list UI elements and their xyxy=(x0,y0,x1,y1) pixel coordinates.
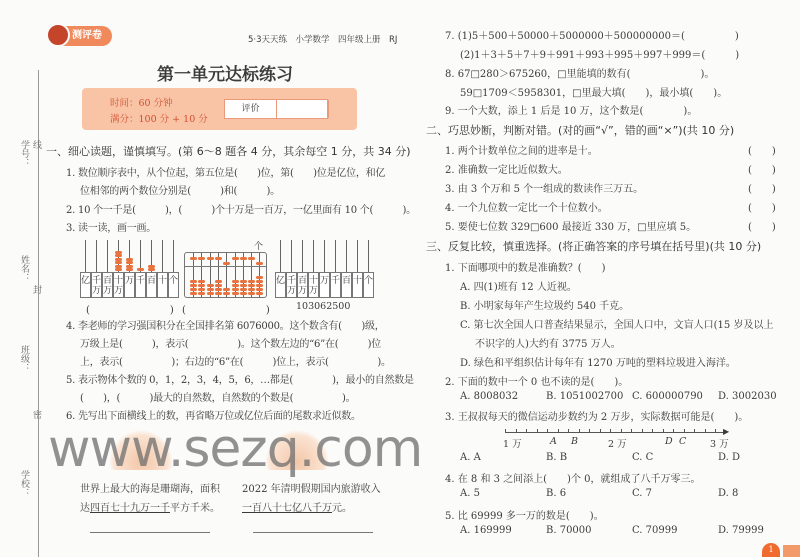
place-value-cell xyxy=(135,272,146,298)
time-label: 时间：60 分钟 xyxy=(110,98,173,109)
number-line xyxy=(503,427,730,450)
place-value-cell xyxy=(124,272,135,298)
bead xyxy=(248,280,255,283)
number-line-tick xyxy=(631,429,632,433)
place-value-label: 百万 xyxy=(103,276,113,296)
bead xyxy=(223,262,230,265)
question-1-cont: 位相邻的两个数位分别是( )和( )。 xyxy=(80,186,280,197)
bead xyxy=(256,280,263,283)
passage-2-line2 xyxy=(242,499,352,514)
bead xyxy=(215,292,222,295)
abacus-rod xyxy=(302,240,303,272)
question-8-cont: 59□1709＜5958301，□里最大填( )，最小填( )。 xyxy=(460,88,728,99)
option-d: D. D xyxy=(718,452,741,463)
abacus-rod xyxy=(173,240,174,272)
option-b: B. 6 xyxy=(546,488,567,499)
place-value-label: 十万 xyxy=(114,276,124,296)
abacus-rod xyxy=(107,240,108,272)
evaluation-field[interactable] xyxy=(277,100,329,118)
judge-item: 2. 准确数一定比近似数大。 xyxy=(445,165,568,176)
evaluation-box xyxy=(224,99,328,119)
abacus-1-answer: ( ) xyxy=(86,305,174,316)
place-value-cell xyxy=(308,272,319,298)
bead xyxy=(115,254,122,257)
abacus-rod xyxy=(85,240,86,272)
bead xyxy=(207,292,214,295)
section-3-heading: 三、反复比较，慎重选择。(将正确答案的序号填在括号里)(共 10 分) xyxy=(426,240,762,253)
bead xyxy=(148,265,155,268)
option-a: A. A xyxy=(460,452,481,463)
passage-1-text: 达 xyxy=(80,503,90,514)
number-line-tick xyxy=(642,429,643,433)
place-value-label: 亿 xyxy=(276,276,286,286)
bead xyxy=(198,257,205,260)
bead xyxy=(215,288,222,291)
margin-label-school: 学校： xyxy=(19,470,29,497)
page-number: 1 xyxy=(762,543,780,557)
number-line-label: 1 万 xyxy=(503,439,522,450)
place-value-cell xyxy=(146,272,157,298)
passage-1-text-end: 平方千米。 xyxy=(170,503,220,514)
place-value-cell xyxy=(275,272,286,298)
number-line-tick xyxy=(526,429,527,433)
bead xyxy=(198,284,205,287)
bead xyxy=(198,288,205,291)
number-line-label: B xyxy=(571,436,578,447)
suanpan-answer: ( ) xyxy=(182,305,270,316)
place-value-cell xyxy=(297,272,308,298)
margin-label-class: 班级： xyxy=(19,345,29,372)
place-value-label: 个 xyxy=(364,276,374,286)
number-line-tick xyxy=(558,429,559,433)
number-line-label: C xyxy=(679,436,687,447)
number-line-tick xyxy=(505,429,506,433)
number-line-label: 2 万 xyxy=(608,439,627,450)
bead xyxy=(248,292,255,295)
abacus-rod xyxy=(324,240,325,272)
margin-label-student-id: 学号： xyxy=(19,140,29,167)
bead xyxy=(215,284,222,287)
logo-text: 测评卷 xyxy=(72,30,102,41)
judge-item: 1. 两个计数单位之间的进率是十。 xyxy=(445,146,598,157)
number-line-tick xyxy=(579,429,580,433)
place-value-label: 万 xyxy=(125,276,135,286)
bead xyxy=(248,284,255,287)
option-b: B. B xyxy=(546,452,568,463)
number-line-tick xyxy=(600,429,601,433)
question-5-cont: ( )，( )最大的自然数，自然数的个数是( )。 xyxy=(80,393,356,404)
place-value-cell xyxy=(319,272,330,298)
judge-answer-blank[interactable]: ( ) xyxy=(748,146,776,157)
question-5: 5. 表示物体个数的 0，1，2，3，4，5，6，…都是( )，最小的自然数是 xyxy=(66,375,414,386)
place-value-label: 千万 xyxy=(92,276,102,296)
passage-1-line1: 世界上最大的海是珊瑚海，面积 xyxy=(80,484,220,495)
bead xyxy=(137,268,144,271)
bead xyxy=(215,280,222,283)
bead xyxy=(256,288,263,291)
choice-1-option-c-cont: 不识字的人)大约有 3775 万人。 xyxy=(475,339,621,350)
bead xyxy=(256,292,263,295)
choice-5: 5. 比 69999 多一万的数是( )。 xyxy=(445,511,604,522)
logo-badge xyxy=(48,26,112,46)
place-value-cell xyxy=(341,272,352,298)
place-value-cell xyxy=(286,272,297,298)
bead xyxy=(190,284,197,287)
place-value-label: 个 xyxy=(169,276,179,286)
abacus-rod xyxy=(346,240,347,272)
suanpan xyxy=(184,240,267,298)
bead xyxy=(207,257,214,260)
judge-item: 4. 一个九位数一定比一个十位数小。 xyxy=(445,203,608,214)
place-value-label: 千万 xyxy=(287,276,297,296)
option-b: B. 1051002700 xyxy=(546,391,624,402)
number-line-tick xyxy=(547,429,548,433)
bead xyxy=(215,257,222,260)
bead xyxy=(115,251,122,254)
abacus-3 xyxy=(275,240,374,298)
option-a: A. 5 xyxy=(460,488,480,499)
number-line-tick xyxy=(715,429,716,433)
bead xyxy=(232,284,239,287)
bead xyxy=(240,292,247,295)
passage-1-line2 xyxy=(80,499,220,514)
bead xyxy=(115,261,122,264)
number-line-label: A xyxy=(550,436,557,447)
abacus-rod xyxy=(291,240,292,272)
bead xyxy=(126,261,133,264)
place-value-cell xyxy=(168,272,179,298)
suanpan-beam xyxy=(185,266,266,267)
choice-1-option-d: D. 绿色和平组织估计每年有 1270 万吨的塑料垃圾进入海洋。 xyxy=(460,358,736,369)
bead xyxy=(256,276,263,279)
passage-1-underlined-number: 四百七十九万一千 xyxy=(90,503,170,514)
place-value-cell xyxy=(363,272,374,298)
bead xyxy=(232,292,239,295)
option-d: D. 79999 xyxy=(718,525,764,536)
question-4-cont1: 万级上是( )，表示( )。这个数左边的“6”在( )位 xyxy=(80,339,381,350)
judge-answer-blank[interactable]: ( ) xyxy=(748,165,776,176)
option-c: C. 7 xyxy=(632,488,653,499)
number-line-tick xyxy=(694,429,695,433)
place-value-cell xyxy=(102,272,113,298)
abacus-rod xyxy=(368,240,369,272)
option-b: B. 70000 xyxy=(546,525,592,536)
question-7-1: 7. (1)5＋500＋50000＋5000000＋500000000＝( ) xyxy=(445,31,739,42)
bead xyxy=(126,268,133,271)
option-c: C. 600000790 xyxy=(632,391,703,402)
choice-3: 3. 王叔叔每天的微信运动步数约为 2 万步，实际数据可能是( )。 xyxy=(445,412,749,423)
question-9: 9. 一个大数，添上 1 后是 10 万，这个数是( )。 xyxy=(445,106,698,117)
answer-blank-2[interactable] xyxy=(253,532,373,533)
question-2: 2. 10 个一千是( )，( )个十万是一百万，一亿里面有 10 个( )。 xyxy=(66,205,416,216)
bead xyxy=(248,288,255,291)
abacus-3-number: 103062500 xyxy=(296,301,351,312)
choice-1-option-a: A. 四(1)班有 12 人近视。 xyxy=(460,282,577,293)
score-label: 满分：100 分 + 10 分 xyxy=(110,114,208,125)
margin-label-name: 姓名： xyxy=(19,255,29,282)
bead xyxy=(190,257,197,260)
bead xyxy=(232,280,239,283)
number-line-tick xyxy=(516,429,517,433)
bead xyxy=(248,257,255,260)
bead xyxy=(256,284,263,287)
abacus-rod xyxy=(335,240,336,272)
bead xyxy=(240,284,247,287)
abacus-rod xyxy=(313,240,314,272)
series-label: 5·3天天练 小学数学 四年级上册 RJ xyxy=(248,35,398,45)
bead xyxy=(223,292,230,295)
margin-label-secret: 密 xyxy=(31,410,41,419)
number-line-tick xyxy=(684,429,685,433)
choice-1-option-b: B. 小明家每年产生垃圾约 540 千克。 xyxy=(460,301,630,312)
place-value-label: 万 xyxy=(320,276,330,286)
option-c: C. 70999 xyxy=(632,525,678,536)
suanpan-label: 个 xyxy=(254,242,264,252)
bead xyxy=(232,257,239,260)
number-line-tick xyxy=(652,429,653,433)
place-value-cell xyxy=(80,272,91,298)
answer-blank-1[interactable] xyxy=(90,532,210,533)
bead xyxy=(207,288,214,291)
section-1-heading: 一、细心读题，谨慎填写。(第 6～8 题各 4 分，其余每空 1 分，共 34 分) xyxy=(46,145,411,158)
place-value-cell xyxy=(352,272,363,298)
place-value-label: 十 xyxy=(158,276,168,286)
place-value-label: 亿 xyxy=(81,276,91,286)
number-line-tick xyxy=(621,429,622,433)
place-value-cell xyxy=(330,272,341,298)
judge-item: 3. 由 3 个万和 5 个一组成的数读作三万五。 xyxy=(445,184,644,195)
abacus-rod xyxy=(96,240,97,272)
bead xyxy=(126,265,133,268)
bead xyxy=(207,284,214,287)
bead xyxy=(148,268,155,271)
bead xyxy=(256,262,263,265)
number-line-tick xyxy=(673,429,674,433)
option-d: D. 8 xyxy=(718,488,739,499)
choice-4: 4. 在 8 和 3 之间添上( )个 0，就组成了八千万零三。 xyxy=(445,474,701,485)
bead xyxy=(115,268,122,271)
choice-1: 1. 下面哪项中的数是准确数？( ) xyxy=(445,263,606,274)
bead xyxy=(240,288,247,291)
option-d: D. 3002030 xyxy=(718,391,777,402)
passage-2-line1: 2022 年清明假期国内旅游收入 xyxy=(242,484,381,495)
judge-answer-blank[interactable]: ( ) xyxy=(748,203,776,214)
bead xyxy=(240,280,247,283)
corner-tab xyxy=(783,545,800,557)
choice-1-option-c: C. 第七次全国人口普查结果显示，全国人口中，文盲人口(15 岁及以上 xyxy=(460,320,774,331)
number-line-tick xyxy=(610,429,611,433)
question-4-cont2: 上，表示( )；右边的“6”在( )位上，表示( )。 xyxy=(80,357,391,368)
abacus-1 xyxy=(80,240,179,298)
judge-item: 5. 要使七位数 329□600 最接近 330 万，□里应填 5。 xyxy=(445,222,697,233)
number-line-tick xyxy=(537,429,538,433)
choice-2: 2. 下面的数中一个 0 也不读的是( )。 xyxy=(445,377,629,388)
place-value-cell xyxy=(157,272,168,298)
bead xyxy=(190,280,197,283)
number-line-label: 3 万 xyxy=(710,439,729,450)
bead xyxy=(126,258,133,261)
number-line-tick xyxy=(589,429,590,433)
question-7-2: (2)1＋3＋5＋7＋9＋991＋993＋995＋997＋999＝( ) xyxy=(460,50,740,61)
bead xyxy=(240,257,247,260)
bead xyxy=(223,288,230,291)
evaluation-label: 评价 xyxy=(225,100,277,118)
bead xyxy=(232,288,239,291)
passage-2-text-end: 元。 xyxy=(332,503,352,514)
place-value-label: 千 xyxy=(331,276,341,286)
number-line-tick xyxy=(705,429,706,433)
question-3: 3. 读一读，画一画。 xyxy=(66,223,156,234)
bead xyxy=(190,292,197,295)
option-a: A. 169999 xyxy=(460,525,512,536)
arrow-icon: ▶ xyxy=(723,427,730,436)
info-box xyxy=(82,88,357,130)
question-6: 6. 先写出下面横线上的数，再省略万位或亿位后面的尾数求近似数。 xyxy=(66,411,361,422)
bead xyxy=(115,265,122,268)
place-value-label: 千 xyxy=(136,276,146,286)
bead xyxy=(190,288,197,291)
place-value-cell xyxy=(113,272,124,298)
place-value-label: 十 xyxy=(353,276,363,286)
judge-answer-blank[interactable]: ( ) xyxy=(748,184,776,195)
place-value-cell xyxy=(91,272,102,298)
abacus-rod xyxy=(280,240,281,272)
bead xyxy=(198,280,205,283)
number-line-tick xyxy=(568,429,569,433)
number-line-tick xyxy=(663,429,664,433)
place-value-label: 百 xyxy=(342,276,352,286)
page-title: 第一单元达标练习 xyxy=(157,65,293,85)
bead xyxy=(198,292,205,295)
place-value-label: 百万 xyxy=(298,276,308,296)
question-8: 8. 67□280＞675260，□里能填的数有( )。 xyxy=(445,69,715,80)
margin-label-seal: 封 xyxy=(31,285,41,294)
option-a: A. 8008032 xyxy=(460,391,519,402)
abacus-rod xyxy=(357,240,358,272)
passage-2-underlined-number: 一百八十七亿八千万 xyxy=(242,503,332,514)
section-2-heading: 二、巧思妙断，判断对错。(对的画“√”，错的画“×”)(共 10 分) xyxy=(426,124,735,137)
question-1: 1. 数位顺序表中，从个位起，第五位是( )位，第( )位是亿位，和亿 xyxy=(66,168,386,179)
margin-label-line: 线 xyxy=(31,140,41,149)
option-c: C. C xyxy=(632,452,654,463)
place-value-label: 十万 xyxy=(309,276,319,296)
abacus-rod xyxy=(162,240,163,272)
question-4: 4. 李老师的学习强国积分在全国排名第 6076000。这个数含有( )级， xyxy=(66,321,385,332)
watermark: www.sezq.com xyxy=(48,419,423,479)
judge-answer-blank[interactable]: ( ) xyxy=(748,222,776,233)
place-value-label: 百 xyxy=(147,276,157,286)
number-line-label: D xyxy=(665,436,673,447)
bead xyxy=(115,258,122,261)
mascot-icon xyxy=(46,23,70,47)
